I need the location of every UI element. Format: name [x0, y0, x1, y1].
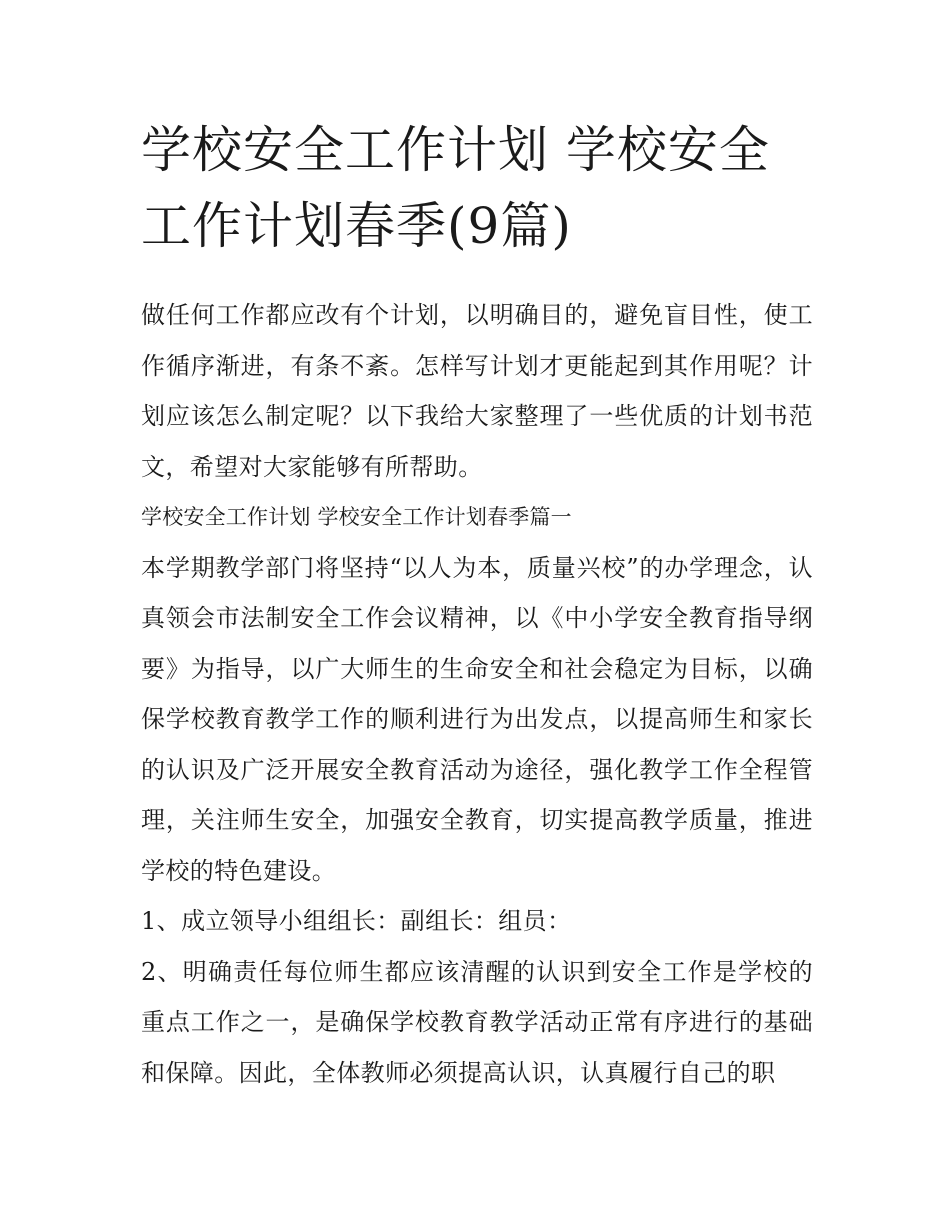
document-page — [141, 112, 813, 1098]
list-item-2: 2、明确责任每位师生都应该清醒的认识到安全工作是学校的重点工作之一，是确保学校教育教学活动正常有序进行的基础和保障。因此，全体教师必须提高认识，认真履行自己的职 — [141, 957, 813, 1087]
intro-paragraph: 做任何工作都应改有个计划，以明确目的，避免盲目性，使工作循序渐进，有条不紊。怎样写计划才更能起到其作用呢？计划应该怎么制定呢？以下我给大家整理了一些优质的计划书范文，希望对大家能够有所帮助。 — [141, 301, 813, 481]
document-title: 学校安全工作计划 学校安全工作计划春季(9篇) — [141, 121, 770, 255]
section-heading: 学校安全工作计划 学校安全工作计划春季篇一 — [141, 505, 572, 529]
body-paragraph: 本学期教学部门将坚持“以人为本，质量兴校”的办学理念，认真领会市法制安全工作会议精神，以《中小学安全教育指导纲要》为指导，以广大师生的生命安全和社会稳定为目标，以确保学校教育教学工作的顺利进行为出发点，以提高师生和家长的认识及广泛开展安全教育活动为途径，强化教学工作全程管理，关注师生安全，加强安全教育，切实提高教学质量，推进学校的特色建设。 — [141, 553, 813, 885]
list-item-1: 1、成立领导小组组长：副组长：组员： — [141, 907, 572, 935]
